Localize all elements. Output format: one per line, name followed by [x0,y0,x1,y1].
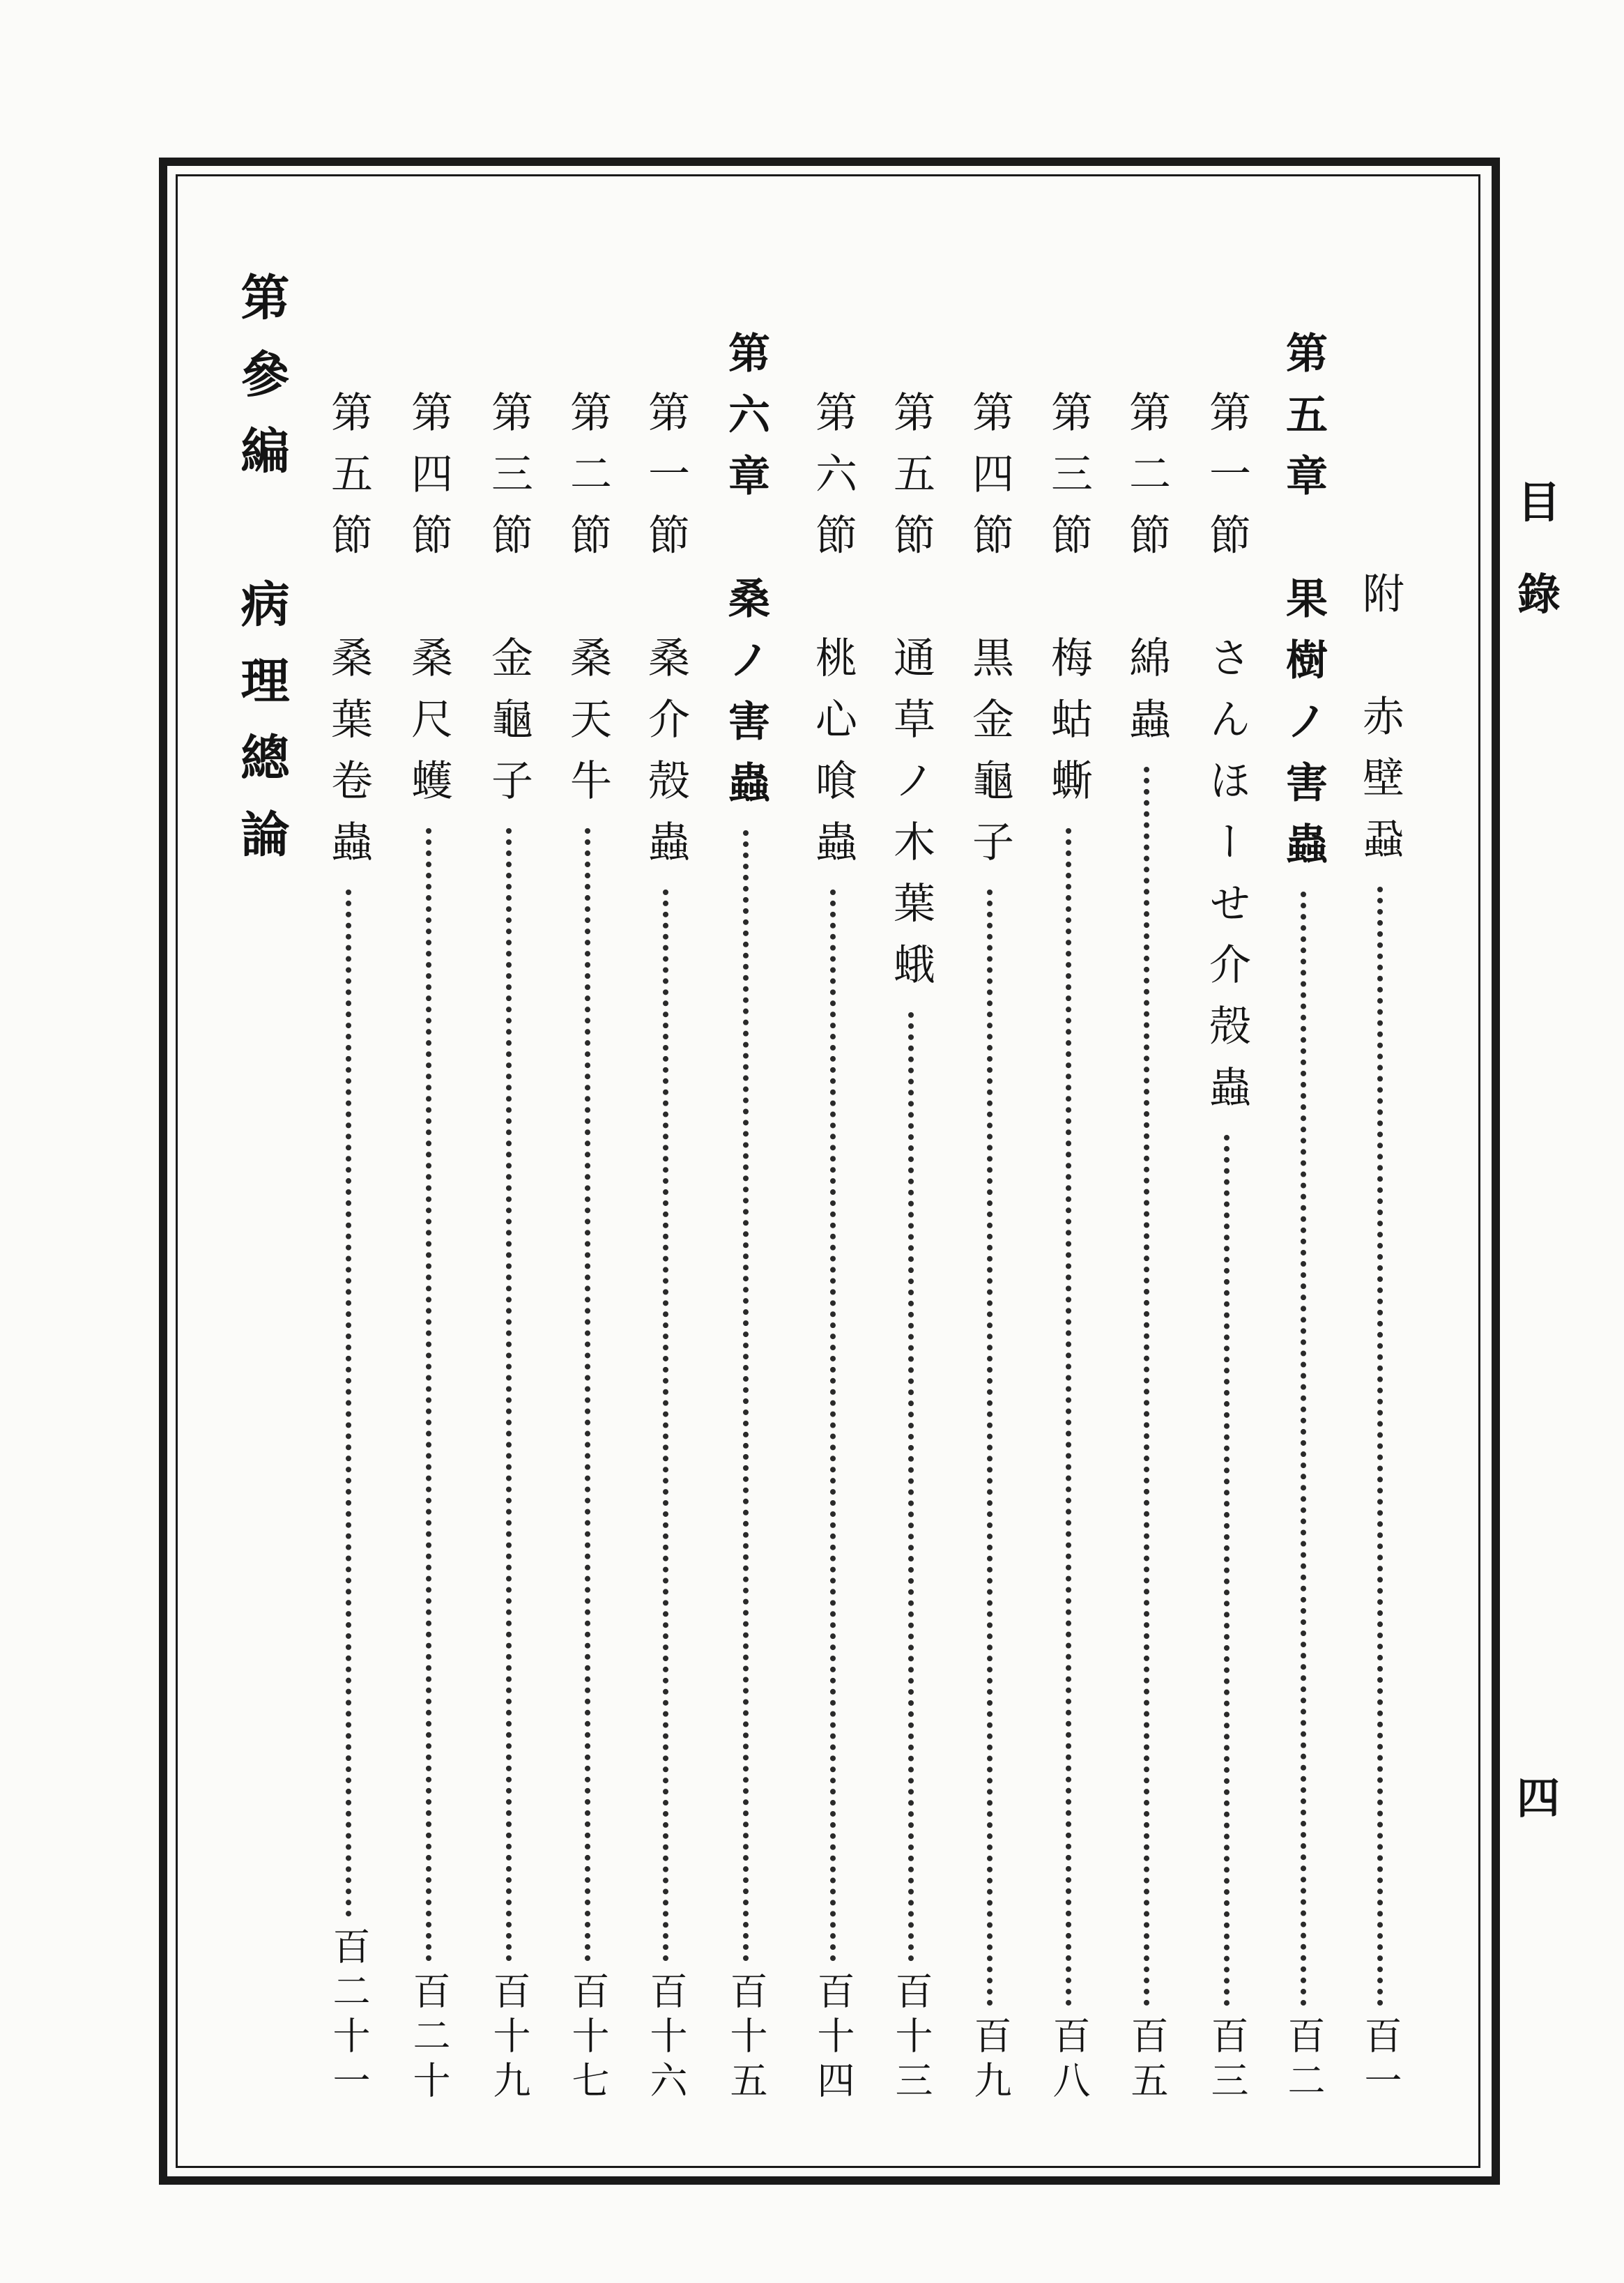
toc-page-number: 百十四 [811,1971,855,2105]
toc-entry-ch5-sec6[interactable] [802,390,864,2105]
toc-page-number: 百九 [968,2016,1012,2105]
toc-entry-ch6-sec1[interactable] [634,390,697,2105]
toc-entry-part-3[interactable] [230,272,293,899]
leader-dots [663,889,668,1962]
toc-entry-label: 第參編 病理總論 [233,272,291,885]
leader-dots [506,828,512,1962]
toc-page-number: 百二十一 [327,1927,371,2105]
toc-entry-ch6-sec5[interactable] [317,390,380,2105]
toc-entry-label: 第五章 果樹ノ害蟲 [1279,331,1328,883]
folio-page-number: 四 [1516,1773,1560,1824]
toc-entry-label: 第四節 黒金龜子 [965,390,1014,881]
leader-dots [426,828,431,1962]
running-head-char-1: 目 [1517,477,1561,528]
leader-dots [1144,767,1149,2006]
toc-entry-ch6-sec3[interactable] [477,390,540,2105]
toc-entry-label: 第四節 桑尺蠖 [404,390,453,820]
toc-entry-ch6-sec4[interactable] [397,390,460,2105]
toc-page-number: 百十三 [889,1971,933,2105]
toc-entry-label: 第六節 桃心喰蟲 [809,390,857,881]
toc-entry-label: 第五節 通草ノ木葉蛾 [887,390,935,1004]
toc-entry-label: 第一節 桑介殻蟲 [641,390,690,881]
leader-dots [830,889,836,1962]
leader-dots [1301,892,1306,2006]
toc-entry-label: 第二節 桑天牛 [563,390,612,820]
toc-entry-ch5-sec3[interactable] [1037,390,1100,2105]
toc-page-number: 百十九 [487,1971,531,2105]
toc-page-number: 百二十 [407,1971,451,2105]
toc-page-number: 百一 [1358,2016,1402,2105]
toc-page-number: 百二 [1282,2016,1326,2105]
toc-entry-appendix[interactable] [1349,572,1411,2105]
leader-dots [1377,887,1383,2006]
toc-entry-label: 附 赤壁蝨 [1356,572,1404,878]
toc-page-number: 百八 [1047,2016,1091,2105]
leader-dots [743,830,749,1962]
toc-page-number: 百十七 [566,1971,610,2105]
toc-entry-ch5-sec1[interactable] [1195,390,1258,2105]
toc-entry-ch5-sec2[interactable] [1115,390,1178,2105]
toc-entry-label: 第三節 金龜子 [484,390,533,820]
toc-page-number: 百三 [1205,2016,1249,2105]
toc-entry-label: 第五節 桑葉卷蟲 [324,390,373,881]
toc-entry-ch5-sec5[interactable] [880,390,942,2105]
toc-entry-label: 第二節 綿蟲 [1122,390,1171,758]
running-head-char-2: 錄 [1517,569,1561,620]
leader-dots [585,828,590,1962]
toc-entry-chapter-6[interactable] [714,331,777,2105]
toc-entry-chapter-5[interactable] [1272,331,1335,2105]
toc-entry-label: 第三節 梅蛄蟖 [1044,390,1093,820]
toc-entry-label: 第一節 さんほーせ介殻蟲 [1202,390,1251,1127]
toc-page-number: 百十六 [644,1971,688,2105]
toc-entry-label: 第六章 桑ノ害蟲 [721,331,770,822]
toc-page-number: 百十五 [724,1971,768,2105]
leader-dots [1066,828,1071,2006]
toc-entry-ch6-sec2[interactable] [556,390,619,2105]
leader-dots [908,1012,914,1962]
leader-dots [987,889,993,2006]
toc-entry-ch5-sec4[interactable] [958,390,1021,2105]
leader-dots [1224,1135,1230,2006]
toc-page-number: 百五 [1125,2016,1169,2105]
leader-dots [346,889,351,1917]
running-head [1511,477,1567,665]
